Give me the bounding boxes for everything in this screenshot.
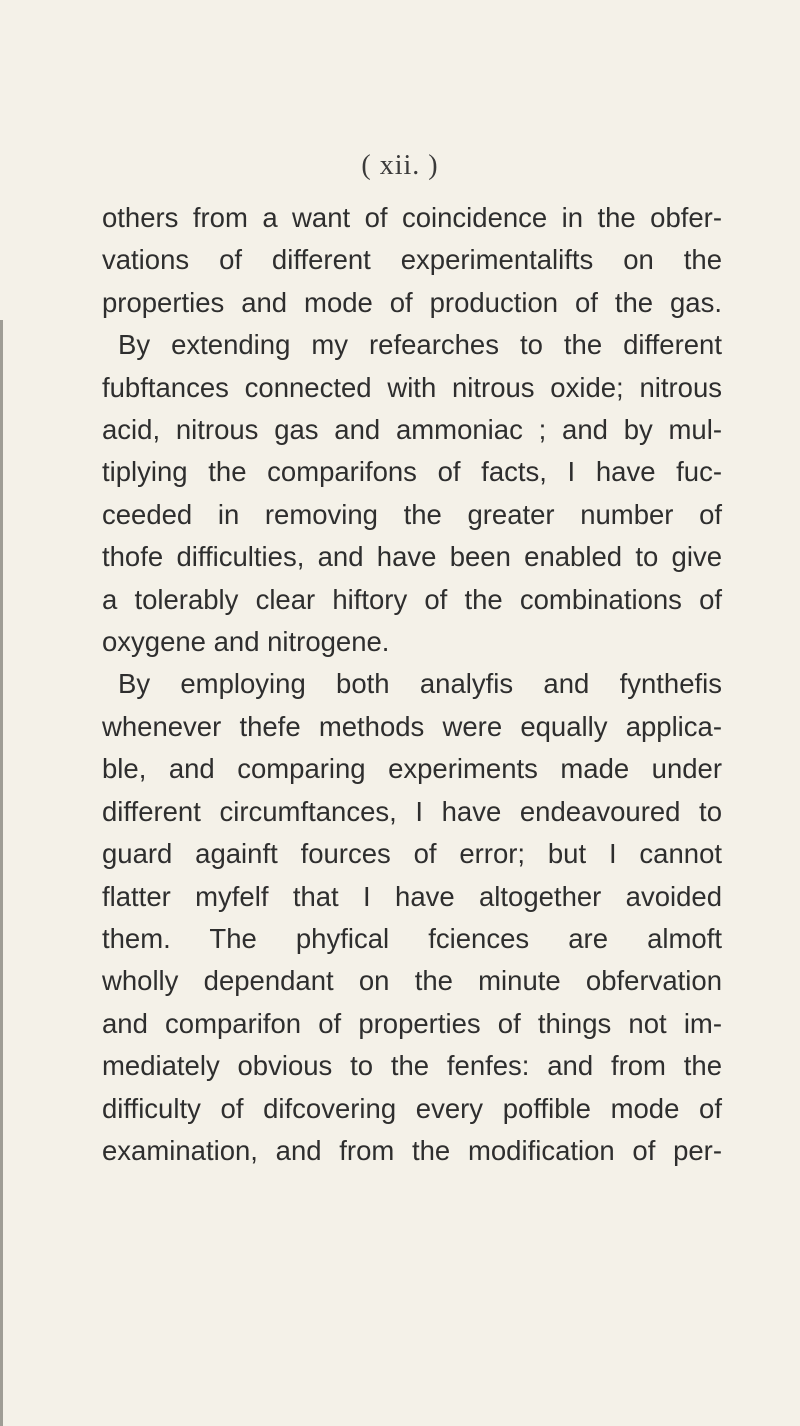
body-text [102,197,722,1172]
text-line: others from a want of coincidence in the obfer- [102,202,722,233]
text-line: a tolerably clear hiftory of the combinations of [102,583,722,615]
text-line: fubftances connected with nitrous oxide; nitrous [102,371,722,403]
text-line: mediately obvious to the fenfes: and from the [102,1050,722,1082]
text-line: tiplying the comparifons of facts, I have fuc- [102,456,722,488]
text-line: properties and mode of production of the gas. [102,286,722,318]
text-line: By employing both analyfis and fynthefis [118,668,722,700]
text-line: ceeded in removing the greater number of [102,498,722,530]
text-line: By extending my refearches to the different [118,329,722,361]
text-line: oxygene and nitrogene. [102,626,390,658]
page-number: ( xii. ) [361,150,439,181]
text-line: difficulty of difcovering every poffible mode of [102,1092,722,1124]
text-line: ble, and comparing experiments made under [102,753,722,785]
text-line: thofe difficulties, and have been enabled to give [102,541,722,573]
text-line: vations of different experimentalifts on the [102,244,722,276]
text-line: and comparifon of properties of things not im- [102,1007,722,1039]
text-line: flatter myfelf that I have altogether avoided [102,880,722,912]
text-line: guard againft fources of error; but I cannot [102,838,722,870]
binding-edge [0,320,13,1426]
text-line: acid, nitrous gas and ammoniac ; and by mul- [102,414,722,446]
text-line: wholly dependant on the minute obfervation [102,965,722,997]
text-line: whenever thefe methods were equally applica- [102,710,722,742]
text-line: different circumftances, I have endeavoured to [102,795,722,827]
text-line: them. The phyfical fciences are almoft [102,922,722,954]
text-line: examination, and from the modification of per- [102,1134,722,1166]
